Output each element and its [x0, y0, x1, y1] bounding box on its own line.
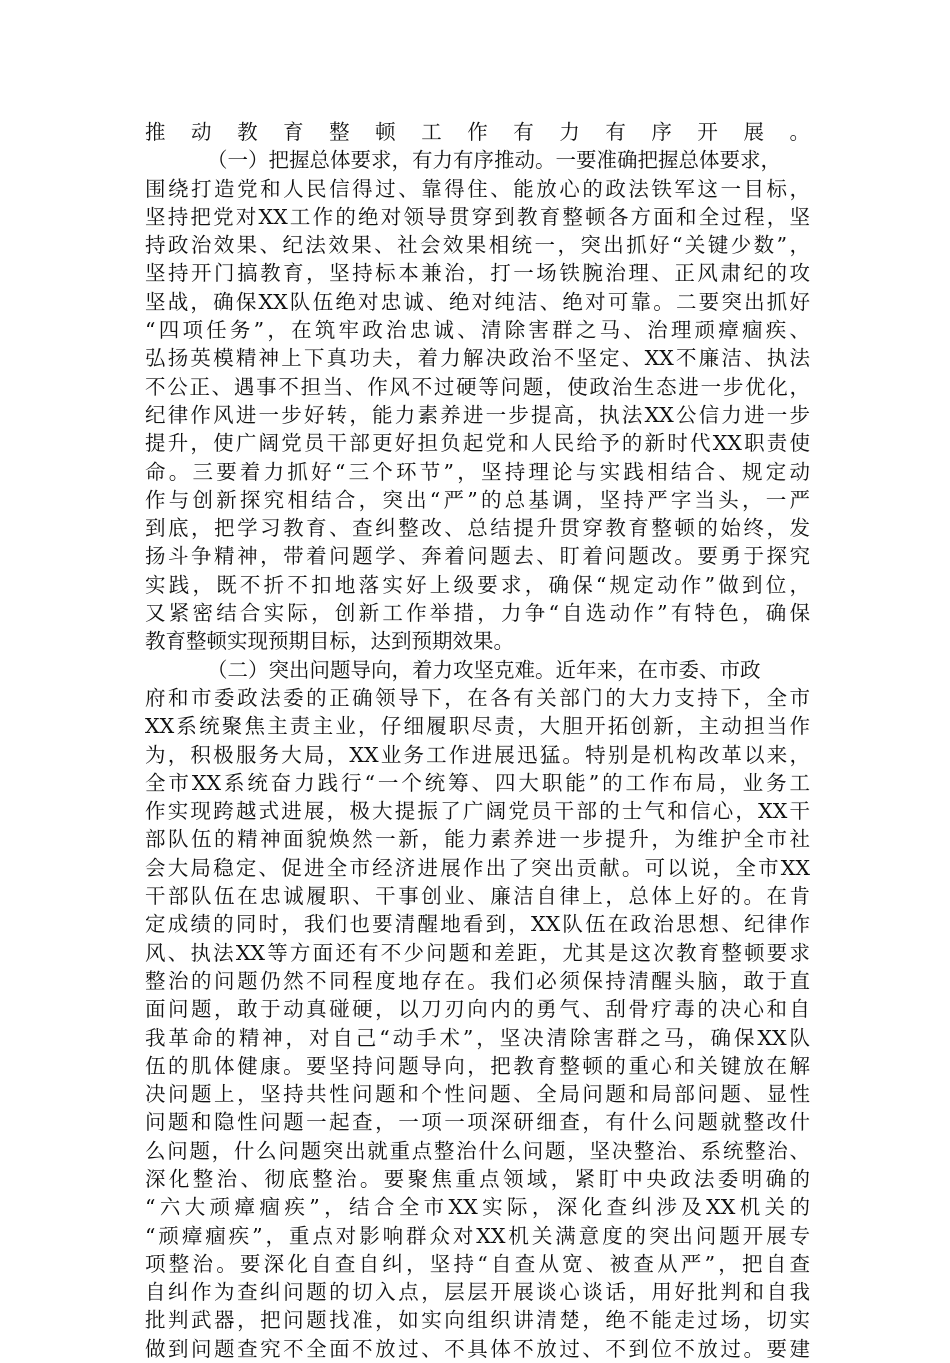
text-line: 推动教育整顿工作有力有序开展。: [145, 120, 810, 144]
text-line: “六大顽瘴痼疾”，结合全市XX实际，深化查纠涉及XX机关的: [145, 1195, 810, 1220]
text-line: 府和市委政法委的正确领导下，在各有关部门的大力支持下，全市: [145, 685, 810, 710]
text-line: 坚持把党对XX工作的绝对领导贯穿到教育整顿各方面和全过程，坚: [145, 204, 810, 229]
text-line: 批判武器，把问题找准，如实向组织讲清楚，绝不能走过场，切实: [145, 1308, 810, 1333]
text-line: 风、执法XX等方面还有不少问题和差距，尤其是这次教育整顿要求: [145, 940, 810, 965]
text-line: 作与创新探究相结合，突出“严”的总基调，坚持严字当头，一严: [145, 487, 810, 512]
text-line: 伍的肌体健康。要坚持问题导向，把教育整顿的重心和关键放在解: [145, 1053, 810, 1078]
text-line: “顽瘴痼疾”，重点对影响群众对XX机关满意度的突出问题开展专: [145, 1223, 810, 1248]
text-line: 教育整顿实现预期目标，达到预期效果。: [145, 629, 514, 654]
text-line: 纪律作风进一步好转，能力素养进一步提高，执法XX公信力进一步: [145, 402, 810, 427]
text-line: 到底，把学习教育、查纠整改、总结提升贯穿教育整顿的始终，发: [145, 516, 810, 541]
text-line: 干部队伍在忠诚履职、干事创业、廉洁自律上，总体上好的。在肯: [145, 884, 810, 909]
text-line: 围绕打造党和人民信得过、靠得住、能放心的政法铁军这一目标，: [145, 176, 810, 201]
text-line: 持政治效果、纪法效果、社会效果相统一，突出抓好“关键少数”，: [145, 233, 810, 258]
text-line: （一）把握总体要求，有力有序推动。一要准确把握总体要求，: [207, 148, 781, 173]
text-line: “四项任务”，在筑牢政治忠诚、清除害群之马、治理顽瘴痼疾、: [145, 318, 810, 343]
text-line: 自纠作为查纠问题的切入点，层层开展谈心谈话，用好批判和自我: [145, 1280, 810, 1305]
text-line: 命。三要着力抓好“三个环节”，坚持理论与实践相结合、规定动: [145, 459, 810, 484]
body-text: [145, 118, 810, 1363]
text-line: 么问题，什么问题突出就重点整治什么问题，坚决整治、系统整治、: [145, 1138, 810, 1163]
text-line: 问题和隐性问题一起查，一项一项深研细查，有什么问题就整改什: [145, 1110, 810, 1135]
text-line: 不公正、遇事不担当、作风不过硬等问题，使政治生态进一步优化，: [145, 374, 810, 399]
text-line: 为，积极服务大局，XX业务工作进展迅猛。特别是机构改革以来，: [145, 742, 810, 767]
text-line: 作实现跨越式进展，极大提振了广阔党员干部的士气和信心，XX干: [145, 799, 810, 824]
text-line: 部队伍的精神面貌焕然一新，能力素养进一步提升，为维护全市社: [145, 827, 810, 852]
text-line: 实践，既不折不扣地落实好上级要求，确保“规定动作”做到位，: [145, 572, 810, 597]
text-line: 提升，使广阔党员干部更好担负起党和人民给予的新时代XX职责使: [145, 431, 810, 456]
text-line: 全市XX系统奋力践行“一个统筹、四大职能”的工作布局，业务工: [145, 770, 810, 795]
text-line: 坚持开门搞教育，坚持标本兼治，打一场铁腕治理、正风肃纪的攻: [145, 261, 810, 286]
text-line: 面问题，敢于动真碰硬，以刀刃向内的勇气、刮骨疗毒的决心和自: [145, 997, 810, 1022]
text-line: 项整治。要深化自查自纠，坚持“自查从宽、被查从严”，把自查: [145, 1251, 810, 1276]
text-line: XX系统聚焦主责主业，仔细履职尽责，大胆开拓创新，主动担当作: [145, 714, 810, 739]
text-line: 整治的问题仍然不同程度地存在。我们必须保持清醒头脑，敢于直: [145, 968, 810, 993]
text-line: 做到问题查究不全面不放过、不具体不放过、不到位不放过。要建: [145, 1336, 810, 1361]
text-line: 坚战，确保XX队伍绝对忠诚、绝对纯洁、绝对可靠。二要突出抓好: [145, 289, 810, 314]
text-line: 扬斗争精神，带着问题学、奔着问题去、盯着问题改。要勇于探究: [145, 544, 810, 569]
text-line: 会大局稳定、促进全市经济进展作出了突出贡献。可以说，全市XX: [145, 855, 810, 880]
text-line: 深化整治、彻底整治。要聚焦重点领域，紧盯中央政法委明确的: [145, 1166, 810, 1191]
text-line: 决问题上，坚持共性问题和个性问题、全局问题和局部问题、显性: [145, 1082, 810, 1107]
text-line: 定成绩的同时，我们也要清醒地看到，XX队伍在政治思想、纪律作: [145, 912, 810, 937]
text-line: 我革命的精神，对自己“动手术”，坚决清除害群之马，确保XX队: [145, 1025, 810, 1050]
text-line: 又紧密结合实际，创新工作举措，力争“自选动作”有特色，确保: [145, 601, 810, 626]
text-line: （二）突出问题导向，着力攻坚克难。近年来，在市委、市政: [207, 657, 761, 682]
text-line: 弘扬英模精神上下真功夫，着力解决政治不坚定、XX不廉洁、执法: [145, 346, 810, 371]
